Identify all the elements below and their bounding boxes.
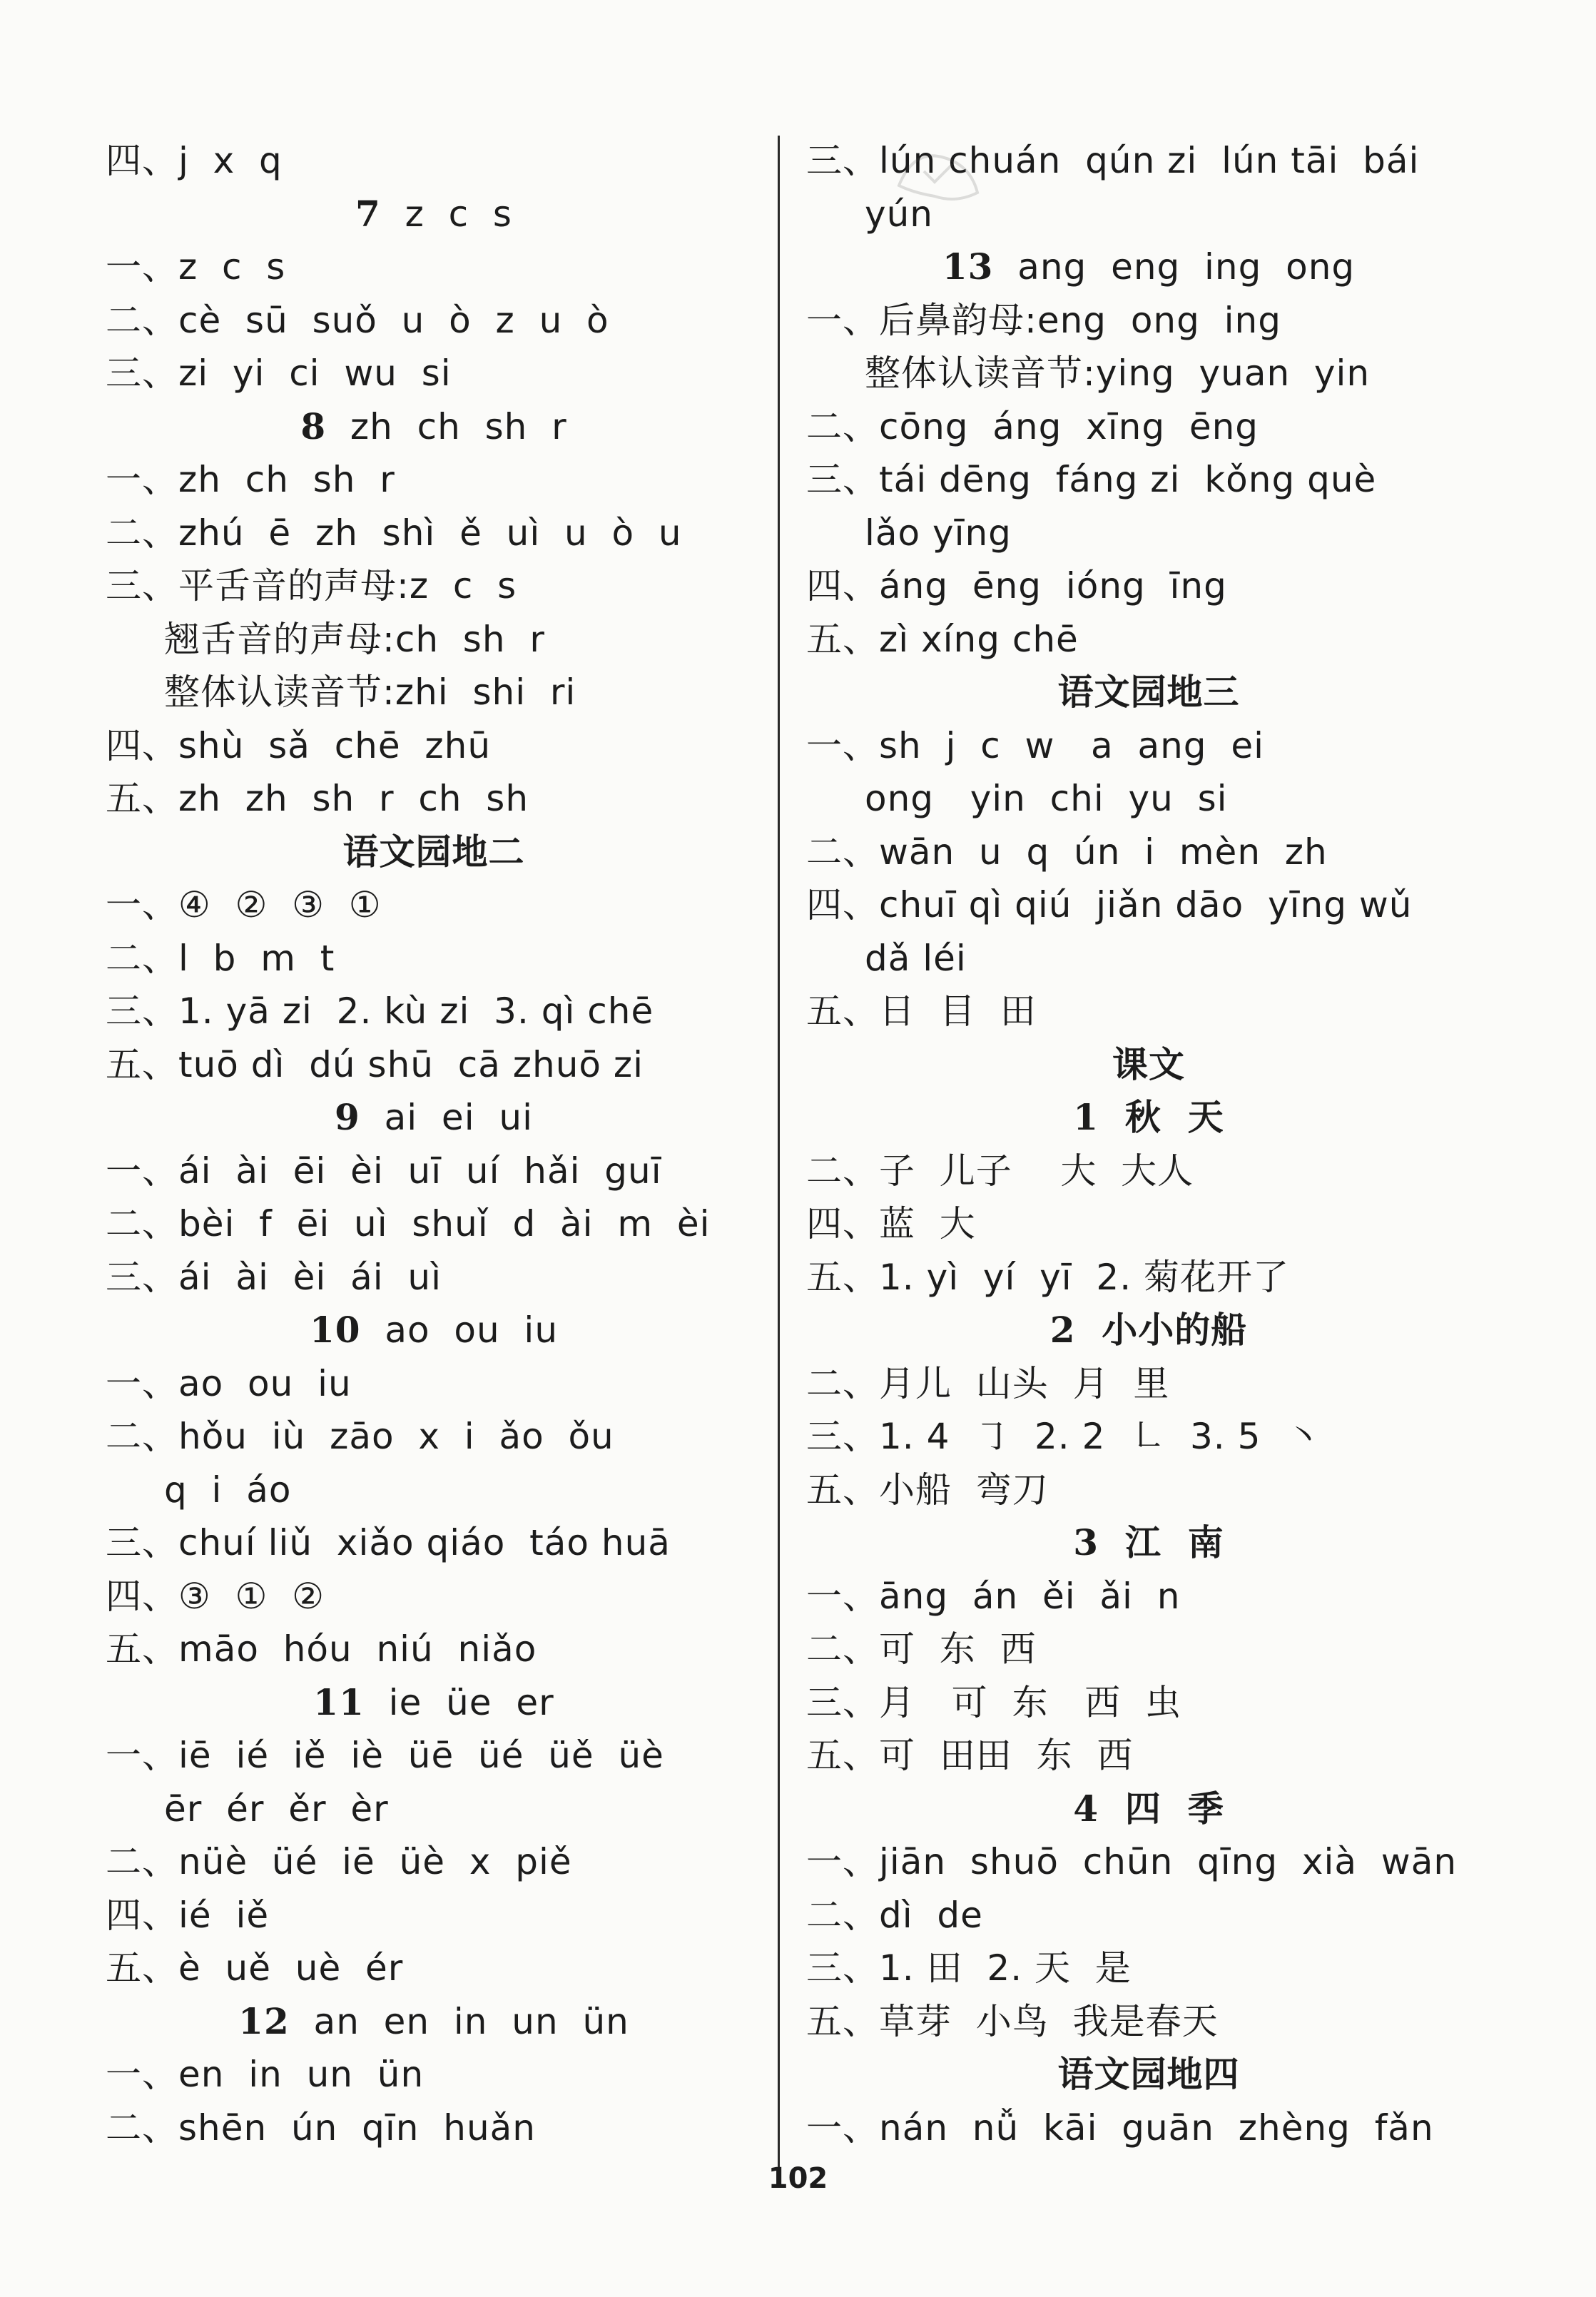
lesson-number: 10 — [309, 1309, 361, 1351]
answer-line: 三、平舌音的声母:z c s — [106, 565, 517, 607]
lesson-number: 11 — [313, 1680, 365, 1723]
answer-line: ong yin chi yu si — [865, 778, 1228, 819]
section-title: 语文园地三 — [1057, 671, 1240, 713]
answer-line: 四、③ ① ② — [106, 1575, 325, 1617]
answer-line: 二、wān u q ún i mèn zh — [806, 831, 1328, 873]
answer-line: 四、chuī qì qiú jiǎn dāo yīng wǔ — [806, 884, 1413, 926]
answer-line: q i áo — [164, 1469, 292, 1511]
lesson-heading — [106, 1304, 762, 1357]
answer-line: 三、ái ài èi ái uì — [106, 1256, 442, 1298]
left-column — [106, 134, 762, 2154]
answer-line: 二、子 儿子 大 大人 — [806, 1150, 1194, 1192]
lesson-heading-text: an en in un ün — [289, 2000, 629, 2042]
answer-line: 三、1. 4 ㇆ 2. 2 ㇗ 3. 5 ㇔ — [806, 1416, 1322, 1457]
answer-line: 整体认读音节:zhi shi ri — [164, 671, 576, 713]
section-title: 4 四 季 — [1073, 1787, 1224, 1830]
lesson-heading-text: z c s — [380, 193, 512, 235]
answer-line: 二、bèi f ēi uì shuǐ d ài m èi — [106, 1203, 711, 1244]
answer-line: ēr ér ěr èr — [164, 1788, 389, 1830]
answer-line: 五、zh zh sh r ch sh — [106, 778, 529, 819]
answer-line: 三、1. yā zi 2. kù zi 3. qì chē — [106, 990, 654, 1032]
column-divider — [778, 136, 780, 2173]
answer-line: 一、en in un ün — [106, 2054, 425, 2095]
answer-line: 五、è uě uè ér — [106, 1947, 404, 1989]
lesson-heading-text: ie üe er — [364, 1681, 554, 1723]
answer-line: 二、zhú ē zh shì ě uì u ò u — [106, 512, 682, 554]
answer-line: 二、月儿 山头 月 里 — [806, 1362, 1170, 1404]
answer-line: 二、shēn ún qīn huǎn — [106, 2106, 536, 2149]
answer-line: 三、chuí liǔ xiǎo qiáo táo huā — [106, 1522, 671, 1563]
answer-line: 一、jiān shuō chūn qīng xià wān — [806, 1841, 1458, 1882]
lesson-number: 8 — [300, 405, 327, 447]
lesson-heading — [106, 400, 762, 454]
lesson-heading — [106, 1995, 762, 2049]
answer-line: 一、后鼻韵母:eng ong ing — [806, 299, 1281, 341]
answer-line: 五、草芽 小鸟 我是春天 — [806, 2000, 1219, 2042]
answer-line: 三、1. 田 2. 天 是 — [806, 1947, 1132, 1989]
section-title: 2 小小的船 — [1049, 1309, 1248, 1351]
lesson-number: 13 — [942, 245, 994, 288]
answer-line: 四、j x q — [106, 140, 283, 181]
lesson-heading — [106, 188, 762, 241]
answer-line: 五、小船 弯刀 — [806, 1469, 1049, 1511]
lesson-number: 7 — [355, 192, 381, 235]
answer-line: 三、lún chuán qún zi lún tāi bái — [806, 140, 1420, 181]
answer-line: 二、cè sū suǒ u ò z u ò — [106, 299, 609, 341]
lesson-heading-text: ang eng ing ong — [993, 246, 1356, 288]
lesson-heading — [106, 1091, 762, 1145]
lesson-heading-text: zh ch sh r — [326, 405, 567, 447]
page-number: 102 — [768, 2162, 828, 2195]
answer-line: 一、zh ch sh r — [106, 459, 395, 500]
answer-line: 二、dì de — [806, 1894, 983, 1936]
lesson-heading — [106, 1676, 762, 1730]
answer-line: 一、ao ou iu — [106, 1362, 352, 1404]
answer-line: 四、ié iě — [106, 1894, 270, 1936]
answer-line: 一、ái ài ēi èi uī uí hǎi guī — [106, 1150, 662, 1192]
answer-line: 四、áng ēng ióng īng — [806, 565, 1227, 607]
answer-line: 三、tái dēng fáng zi kǒng què — [806, 459, 1377, 500]
answer-line: 一、sh j c w a ang ei — [806, 724, 1264, 766]
answer-line: yún — [865, 193, 933, 235]
right-column — [806, 134, 1491, 2154]
answer-line: 二、hǒu iù zāo x i ǎo ǒu — [106, 1416, 614, 1457]
section-title: 3 江 南 — [1073, 1521, 1224, 1563]
lesson-heading-text: ao ou iu — [360, 1309, 559, 1351]
answer-line: 五、tuō dì dú shū cā zhuō zi — [106, 1043, 644, 1085]
lesson-number: 9 — [335, 1096, 360, 1138]
answer-line: 一、nán nǚ kāi guān zhèng fǎn — [806, 2106, 1434, 2149]
answer-line: 二、l b m t — [106, 937, 335, 979]
answer-line: 二、cōng áng xīng ēng — [806, 405, 1259, 447]
section-title: 1 秋 天 — [1073, 1096, 1224, 1138]
answer-line: 五、1. yì yí yī 2. 菊花开了 — [806, 1256, 1290, 1298]
answer-line: 一、z c s — [106, 246, 286, 288]
answer-line: 五、māo hóu niú niǎo — [106, 1628, 537, 1670]
lesson-heading — [806, 240, 1491, 294]
answer-line: dǎ léi — [865, 937, 967, 979]
answer-line: 三、zi yi ci wu si — [106, 353, 452, 394]
answer-line: 一、āng án ěi ǎi n — [806, 1575, 1181, 1617]
answer-line: 五、zì xíng chē — [806, 618, 1079, 660]
watermark-stamp-icon — [892, 143, 985, 207]
answer-line: 三、月 可 东 西 虫 — [806, 1681, 1181, 1723]
answer-line: 四、蓝 大 — [806, 1203, 976, 1244]
answer-line: 五、日 目 田 — [806, 990, 1037, 1032]
lesson-heading-text: ai ei ui — [360, 1097, 533, 1138]
answer-line: lǎo yīng — [865, 512, 1012, 554]
answer-line: 二、nüè üé iē üè x piě — [106, 1841, 572, 1882]
answer-line: 二、可 东 西 — [806, 1628, 1037, 1670]
section-title: 语文园地四 — [1057, 2053, 1240, 2095]
section-title: 课文 — [1112, 1043, 1185, 1085]
answer-line: 五、可 田田 东 西 — [806, 1735, 1134, 1776]
answer-line: 一、iē ié iě iè üē üé üě üè — [106, 1735, 664, 1776]
lesson-number: 12 — [238, 1999, 290, 2042]
answer-line: 四、shù sǎ chē zhū — [106, 724, 492, 766]
answer-line: 一、④ ② ③ ① — [106, 884, 382, 926]
answer-line: 整体认读音节:ying yuan yin — [865, 353, 1371, 394]
section-title: 语文园地二 — [342, 830, 525, 873]
answer-line: 翘舌音的声母:ch sh r — [164, 618, 545, 660]
